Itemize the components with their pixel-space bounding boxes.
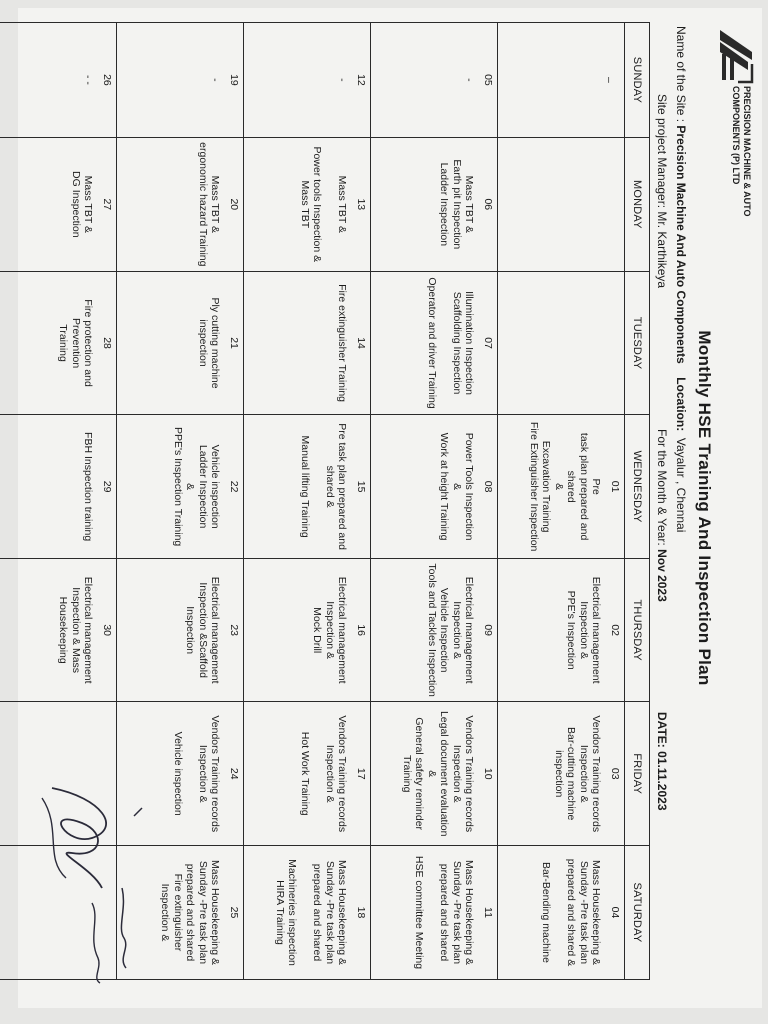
month-year: For the Month & Year: Nov 2023 <box>655 429 669 602</box>
column-header-friday: FRIDAY <box>625 702 650 846</box>
day-cell: 05 - <box>371 23 498 138</box>
day-cell: – <box>498 23 625 138</box>
manager-month-line <box>655 94 669 811</box>
day-cell: 17 Vendors Training records Inspection & Hot Work Training <box>244 702 371 846</box>
weekday-header-row <box>625 23 650 980</box>
day-cell: 06 Mass TBT & Earth pit Inspection Ladder Inspection <box>371 137 498 271</box>
week-row <box>244 23 371 980</box>
day-cell: 28 Fire protection and Prevention Training <box>0 271 117 415</box>
column-header-sunday: SUNDAY <box>625 23 650 138</box>
document-date: DATE: 01.11.2023 <box>655 712 669 811</box>
company-logo-icon <box>716 28 756 84</box>
day-cell: 21 Ply cutting machine inspection <box>117 271 244 415</box>
day-cell: 16 Electrical management Inspection & Mock Drill <box>244 558 371 702</box>
day-cell: 14 Fire extinguisher Training <box>244 271 371 415</box>
day-cell: 18 Mass Housekeeping & Sunday -Pre task plan prepared and shared Machineries inspection HIRA Training <box>244 845 371 979</box>
day-cell: 27 Mass TBT & DG Inspection <box>0 137 117 271</box>
week-row <box>371 23 498 980</box>
site-name: Precision Machine And Auto Components <box>674 125 688 364</box>
column-header-saturday: SATURDAY <box>625 845 650 979</box>
company-name: PRECISION MACHINE & AUTO COMPONENTS (P) LTD <box>731 86 752 217</box>
site-info-line: Name of the Site : Precision Machine And Auto Components Location: Vayalur , Chennai <box>674 26 688 533</box>
day-cell: 03 Vendors Training records Inspection & Bar-cutting machine inspection <box>498 702 625 846</box>
day-cell: 01 Pre task plan prepared and shared & Excavation Training Fire Extinguisher Inspection <box>498 415 625 559</box>
day-cell: 09 Electrical management Inspection & Vehicle Inspection Tools and Tackles Inspection <box>371 558 498 702</box>
week-row <box>498 23 625 980</box>
location-value: Vayalur , Chennai <box>674 437 688 533</box>
column-header-wednesday: WEDNESDAY <box>625 415 650 559</box>
day-cell: 11 Mass Housekeeping & Sunday -Pre task plan prepared and shared HSE committee Meeting <box>371 845 498 979</box>
day-cell: 04 Mass Housekeeping & Sunday -Pre task plan prepared and shared & Bar-Bending machine <box>498 845 625 979</box>
site-manager: Site project Manager: Mr. Karthikeya <box>655 94 669 289</box>
handwritten-signature <box>22 768 162 998</box>
day-cell: 29 FBH Inspection training <box>0 415 117 559</box>
day-cell: 19 - <box>117 23 244 138</box>
day-cell: 15 Pre task plan prepared and shared & Manual lifting Training <box>244 415 371 559</box>
day-cell: 08 Power Tools Inspection & Work at height Training <box>371 415 498 559</box>
day-cell: 02 Electrical management Inspection & PPE's Inspection <box>498 558 625 702</box>
day-cell: 12 - <box>244 23 371 138</box>
day-cell: 10 Vendors Training records Inspection & Legal document evaluation & General safety reminder Training <box>371 702 498 846</box>
day-cell: 23 Electrical management Inspection &Scaffold Inspection <box>117 558 244 702</box>
day-cell: 07 Illumination Inspection Scaffolding Inspection Operator and driver Training <box>371 271 498 415</box>
day-cell <box>498 137 625 271</box>
day-cell: 26 - - <box>0 23 117 138</box>
day-cell: 30 Electrical management Inspection & Mass Housekeeping <box>0 558 117 702</box>
day-cell: 25 Mass Housekeeping & Sunday -Pre task plan prepared and shared Fire extinguisher Inspection & <box>117 845 244 979</box>
day-cell <box>498 271 625 415</box>
day-cell: 20 Mass TBT & ergonomic hazard Training <box>117 137 244 271</box>
column-header-thursday: THURSDAY <box>625 558 650 702</box>
location-label: Location: <box>674 377 688 432</box>
rotated-document-page <box>18 8 762 1008</box>
document-title: Monthly HSE Training And Inspection Plan <box>695 330 714 686</box>
day-cell: 13 Mass TBT & Power tools Inspection & Mass TBT <box>244 137 371 271</box>
column-header-monday: MONDAY <box>625 137 650 271</box>
day-cell: 22 Vehicle inspection Ladder Inspection & PPE's Inspection Training <box>117 415 244 559</box>
day-cell: 24 Vendors Training records Inspection & Vehicle inspection <box>117 702 244 846</box>
column-header-tuesday: TUESDAY <box>625 271 650 415</box>
